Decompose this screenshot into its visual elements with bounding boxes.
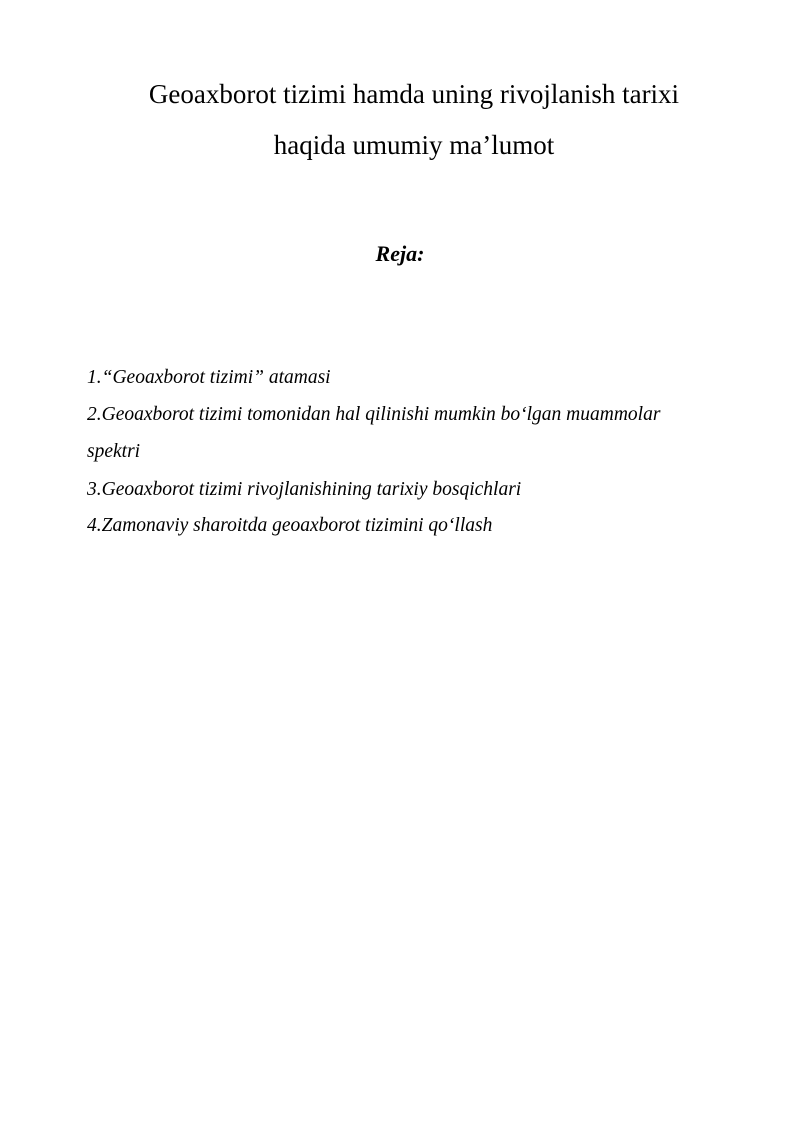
plan-item-3: 3.Geoaxborot tizimi rivojlanishining tarixiy bosqichlari bbox=[87, 479, 522, 500]
plan-item-2: 2.Geoaxborot tizimi tomonidan hal qilinishi mumkin bo‘lgan muammolar bbox=[87, 404, 661, 425]
document-title-line-2: haqida umumiy ma’lumot bbox=[273, 130, 555, 160]
plan-item-1: 1.“Geoaxborot tizimi” atamasi bbox=[87, 367, 331, 388]
document-title-line-1: Geoaxborot tizimi hamda uning rivojlanish tarixi bbox=[148, 79, 680, 109]
plan-heading: Reja: bbox=[375, 241, 425, 266]
plan-item-4: 4.Zamonaviy sharoitda geoaxborot tizimini qo‘llash bbox=[87, 515, 493, 536]
plan-item-2-continuation: spektri bbox=[87, 441, 141, 462]
